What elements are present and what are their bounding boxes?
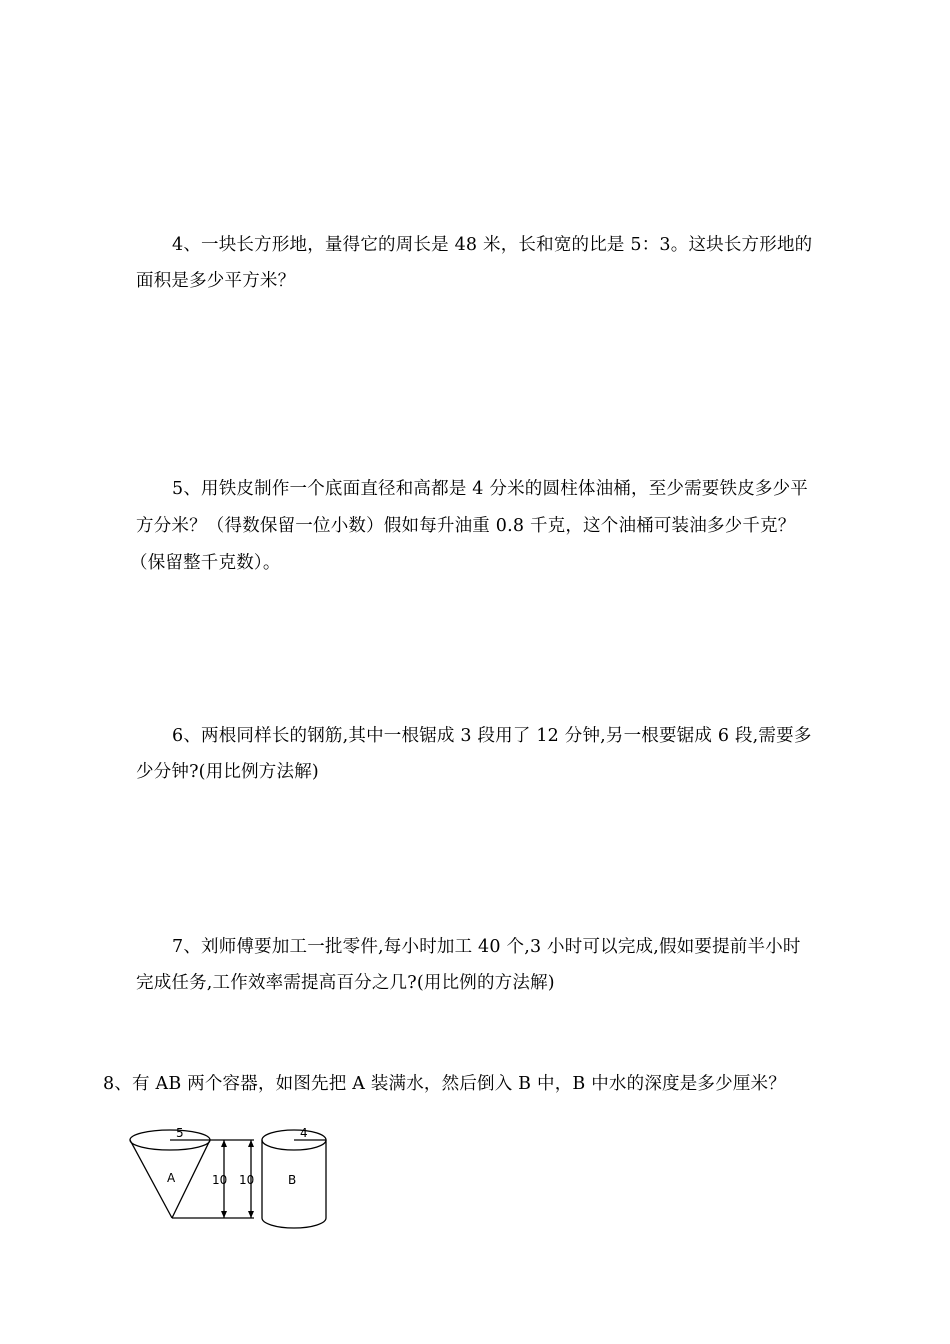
cone-label: A xyxy=(167,1171,176,1185)
containers-figure xyxy=(124,1124,344,1236)
cylinder-radius-label: 4 xyxy=(300,1126,308,1140)
problem-4-line-1: 4、一块长方形地，量得它的周长是 48 米，长和宽的比是 5：3。这块长方形地的 xyxy=(172,235,813,255)
containers-diagram xyxy=(124,1124,344,1236)
problem-6-line-1: 6、两根同样长的钢筋,其中一根锯成 3 段用了 12 分钟,另一根要锯成 6 段,需要多 xyxy=(172,726,812,746)
cone-right-edge xyxy=(172,1140,210,1218)
problem-5-line-2: 方分米？（得数保留一位小数）假如每升油重 0.8 千克，这个油桶可装油多少千克？ xyxy=(136,516,796,536)
problem-6-line-2: 少分钟?(用比例方法解) xyxy=(136,762,319,782)
problem-5-line-3: （保留整千克数）。 xyxy=(130,553,281,573)
cylinder-height-arrow-down-icon xyxy=(248,1211,254,1218)
cylinder-label: B xyxy=(288,1173,297,1187)
problem-8-line-1: 8、有 AB 两个容器，如图先把 A 装满水，然后倒入 B 中，B 中水的深度是多少厘米？ xyxy=(103,1074,786,1094)
cone-height-label: 10 xyxy=(212,1173,228,1187)
cylinder-bottom-curve xyxy=(262,1218,326,1228)
problem-7-line-1: 7、刘师傅要加工一批零件,每小时加工 40 个,3 小时可以完成,假如要提前半小时 xyxy=(172,937,801,957)
cylinder-height-label: 10 xyxy=(239,1173,255,1187)
cone-left-edge xyxy=(130,1140,172,1218)
cone-height-arrow-down-icon xyxy=(221,1211,227,1218)
cone-height-arrow-up-icon xyxy=(221,1140,227,1147)
cone-radius-label: 5 xyxy=(176,1126,184,1140)
problem-4-line-2: 面积是多少平方米？ xyxy=(136,271,296,291)
problem-7-line-2: 完成任务,工作效率需提高百分之几?(用比例的方法解) xyxy=(136,973,555,993)
problem-5-line-1: 5、用铁皮制作一个底面直径和高都是 4 分米的圆柱体油桶，至少需要铁皮多少平 xyxy=(172,479,808,499)
cylinder-height-arrow-up-icon xyxy=(248,1140,254,1147)
